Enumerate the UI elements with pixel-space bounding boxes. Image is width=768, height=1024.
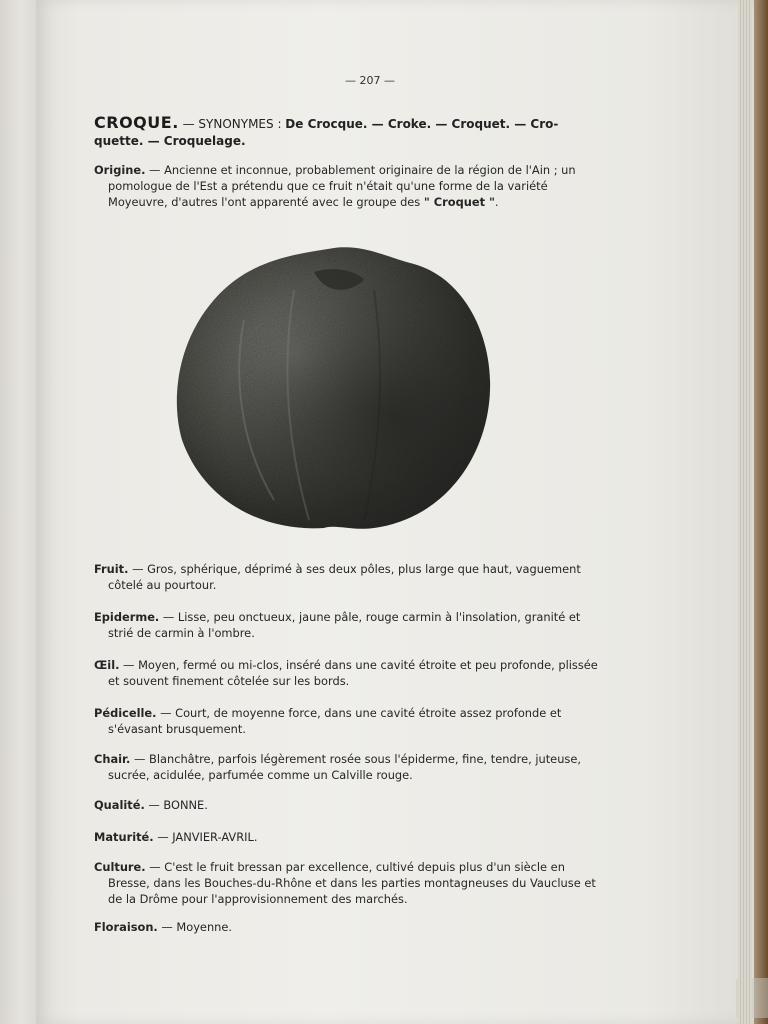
section-text: — Moyenne. [157,920,233,934]
section-label: Floraison. [94,920,158,934]
entry-title: CROQUE. [94,113,179,132]
section-text: — BONNE. [144,798,208,812]
page-stack-edge [738,0,752,1024]
section-label: Qualité. [94,798,145,812]
synonyms-list: De Crocque. — Croke. — Croquet. — Cro-quette. — Croquelage. [94,117,559,148]
section-8 [94,919,598,935]
origine-highlight: " Croquet " [423,195,495,209]
section-label: Pédicelle. [94,706,157,720]
section-7 [94,859,598,907]
section-text: — Moyen, fermé ou mi-clos, inséré dans une cavité étroite et peu profonde, plissée et souvent finement côtelée sur les bords. [108,658,598,688]
section-3 [94,705,598,737]
section-label: Epiderme. [94,610,160,624]
section-1 [94,609,598,641]
section-text: — Blanchâtre, parfois légèrement rosée sous l'épiderme, fine, tendre, juteuse, sucrée, acidulée, parfumée comme un Calville rouge. [108,752,581,782]
synonyms-lead: — SYNONYMES : [178,117,286,131]
section-5 [94,797,598,813]
origine-label: Origine. [94,163,146,177]
section-label: Maturité. [94,830,154,844]
section-label: Chair. [94,752,131,766]
section-label: Fruit. [94,562,129,576]
section-6 [94,829,598,845]
origine-paragraph [94,162,598,210]
section-text: — C'est le fruit bressan par excellence, cultivé depuis plus d'un siècle en Bresse, dans les Bouches-du-Rhône et dans les parties montagneuses du Vaucluse et de la Drôme pour l'approvisionnement des marchés. [108,860,596,906]
section-2 [94,657,598,689]
apple-illustration [174,240,494,532]
facing-page [0,0,37,1024]
entry-heading [94,114,584,150]
section-label: Culture. [94,860,146,874]
section-0 [94,561,598,593]
section-4 [94,751,598,783]
section-text: — Gros, sphérique, déprimé à ses deux pôles, plus large que haut, vaguement côtelé au pourtour. [108,562,581,592]
section-text: — Court, de moyenne force, dans une cavité étroite assez profonde et s'évasant brusquement. [108,706,562,736]
section-text: — JANVIER-AVRIL. [153,830,258,844]
origine-text: — Ancienne et inconnue, probablement originaire de la région de l'Ain ; un pomologue de l'Est a prétendu que ce fruit n'était qu'une forme de la variété Moyeuvre, d'autres l'ont apparenté avec le groupe des [108,163,576,209]
section-label: Œil. [94,658,120,672]
page-number: — 207 — [345,74,395,87]
book-page [36,0,754,1024]
section-text: — Lisse, peu onctueux, jaune pâle, rouge carmin à l'insolation, granité et strié de carmin à l'ombre. [108,610,581,640]
origine-end: . [494,195,499,209]
